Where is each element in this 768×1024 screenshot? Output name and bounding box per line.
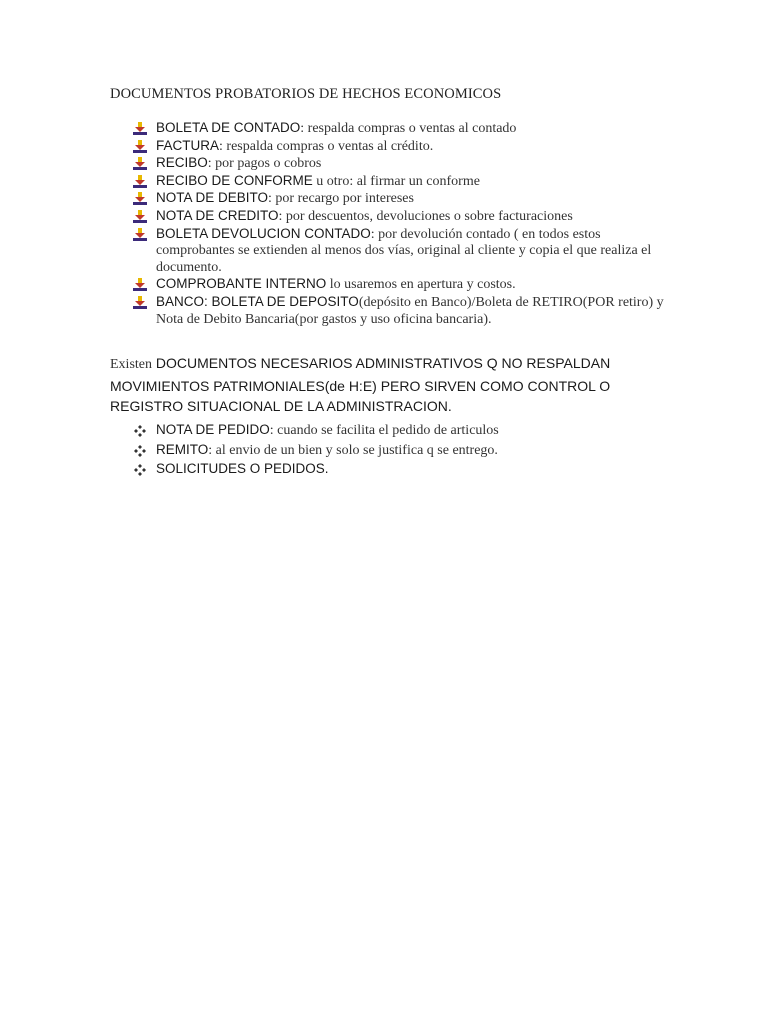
arrow-down-bar-icon <box>133 296 147 310</box>
probatorios-list <box>132 120 672 328</box>
arrow-down-bar-icon <box>133 122 147 136</box>
item-desc: : respalda compras o ventas al crédito. <box>219 138 434 154</box>
item-term: RECIBO DE CONFORME <box>156 172 313 188</box>
administrativos-list <box>132 421 672 480</box>
arrow-down-bar-icon <box>133 278 147 292</box>
arrow-down-bar-icon <box>133 157 147 171</box>
item-desc: : por pagos o cobros <box>207 156 322 172</box>
four-diamond-icon <box>134 464 146 476</box>
item-term: BOLETA DE CONTADO <box>156 120 301 135</box>
list-item <box>132 173 672 191</box>
arrow-down-bar-icon <box>133 228 147 242</box>
list-item <box>132 120 672 138</box>
list-item <box>132 460 672 480</box>
list-item <box>132 294 672 328</box>
item-term: COMPROBANTE INTERNO <box>156 276 327 292</box>
item-desc: u otro: al firmar un conforme <box>312 173 480 189</box>
list-item <box>132 208 672 226</box>
item-desc: : respalda compras o ventas al contado <box>300 121 517 136</box>
item-term: SOLICITUDES O PEDIDOS. <box>156 461 329 476</box>
item-desc: lo usaremos en apertura y costos. <box>326 277 516 293</box>
arrow-down-bar-icon <box>133 210 147 224</box>
item-desc: : por recargo por intereses <box>268 191 414 207</box>
list-item <box>132 226 672 277</box>
item-desc: : al envio de un bien y solo se justifica q se entrego. <box>208 442 498 458</box>
arrow-down-bar-icon <box>133 175 147 189</box>
list-item <box>132 276 672 294</box>
document-title: DOCUMENTOS PROBATORIOS DE HECHOS ECONOMICOS <box>110 86 502 102</box>
item-desc: : cuando se facilita el pedido de articulos <box>269 423 499 438</box>
four-diamond-icon <box>134 425 146 437</box>
arrow-down-bar-icon <box>133 140 147 154</box>
item-desc: : por devolución contado ( en todos estos comprobantes se extienden al menos dos vías, original al cliente y copia el que realiza el documento. <box>156 226 652 275</box>
list-item <box>132 155 672 173</box>
item-term: RECIBO <box>156 155 208 171</box>
list-item <box>132 441 672 461</box>
paragraph-lead: Existen <box>110 357 152 372</box>
administrative-paragraph <box>110 353 670 417</box>
item-desc: (depósito en Banco)/Boleta de RETIRO(POR retiro) y Nota de Debito Bancaria(por gastos y uso oficina bancaria). <box>156 294 664 327</box>
item-term: REMITO <box>156 441 209 457</box>
list-item <box>132 138 672 156</box>
item-term: FACTURA <box>156 137 220 153</box>
list-item <box>132 190 672 208</box>
item-term: NOTA DE PEDIDO <box>156 422 270 437</box>
item-term: BANCO: BOLETA DE DEPOSITO <box>156 293 359 309</box>
arrow-down-bar-icon <box>133 192 147 206</box>
item-term: NOTA DE DEBITO <box>156 190 269 206</box>
four-diamond-icon <box>134 445 146 457</box>
item-desc: : por descuentos, devoluciones o sobre facturaciones <box>278 208 573 224</box>
paragraph-body: DOCUMENTOS NECESARIOS ADMINISTRATIVOS Q NO RESPALDAN MOVIMIENTOS PATRIMONIALES(de H:E) PERO SIRVEN COMO CONTROL O REGISTRO SITUACIONAL DE LA ADMINISTRACION. <box>110 355 611 414</box>
item-term: NOTA DE CREDITO <box>156 207 279 223</box>
list-item <box>132 421 672 441</box>
item-term: BOLETA DEVOLUCION CONTADO <box>156 225 371 241</box>
